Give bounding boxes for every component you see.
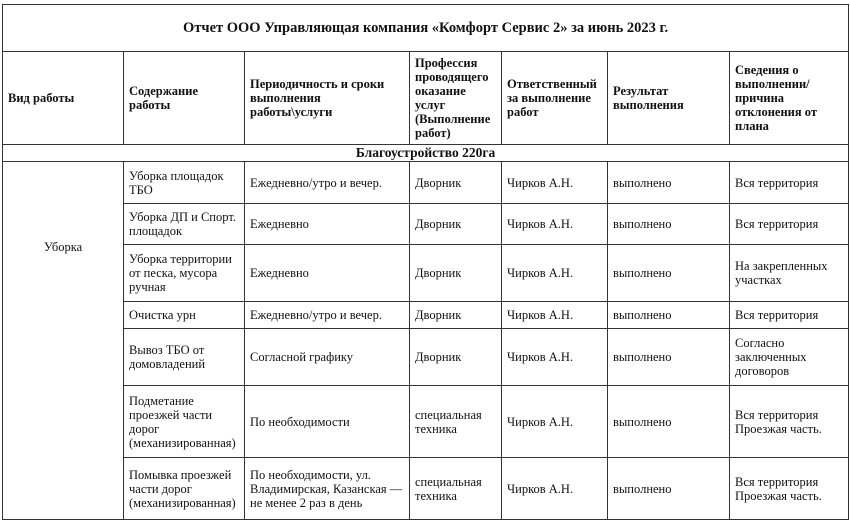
- cell-profession: Дворник: [410, 329, 502, 386]
- cell-info: Вся территория: [730, 204, 849, 245]
- header-responsible: Ответственный за выполнение работ: [502, 52, 608, 145]
- cell-info: На закрепленных участках: [730, 245, 849, 302]
- header-content: Содержание работы: [124, 52, 245, 145]
- cell-profession: Дворник: [410, 162, 502, 204]
- cell-content: Вывоз ТБО от домовладений: [124, 329, 245, 386]
- header-profession: Профессия проводящего оказание услуг (Выполнение работ): [410, 52, 502, 145]
- cell-result: выполнено: [608, 162, 730, 204]
- cell-content: Подметание проезжей части дорог (механизированная): [124, 386, 245, 458]
- report-table: [2, 4, 849, 520]
- cell-responsible: Чирков А.Н.: [502, 458, 608, 520]
- cell-content: Помывка проезжей части дорог (механизированная): [124, 458, 245, 520]
- cell-responsible: Чирков А.Н.: [502, 302, 608, 329]
- cell-period: Ежедневно/утро и вечер.: [245, 302, 410, 329]
- cell-info: Согласно заключенных договоров: [730, 329, 849, 386]
- cell-content: Уборка территории от песка, мусора ручная: [124, 245, 245, 302]
- cell-result: выполнено: [608, 329, 730, 386]
- table-row: [3, 386, 849, 458]
- cell-info: Вся территория Проезжая часть.: [730, 458, 849, 520]
- cell-profession: Дворник: [410, 204, 502, 245]
- table-row: [3, 329, 849, 386]
- table-row: [3, 204, 849, 245]
- cell-info: Вся территория Проезжая часть.: [730, 386, 849, 458]
- cell-period: Ежедневно/утро и вечер.: [245, 162, 410, 204]
- header-period: Периодичность и сроки выполнения работы\услуги: [245, 52, 410, 145]
- cell-result: выполнено: [608, 302, 730, 329]
- cell-info: Вся территория: [730, 302, 849, 329]
- cell-responsible: Чирков А.Н.: [502, 204, 608, 245]
- cell-responsible: Чирков А.Н.: [502, 162, 608, 204]
- header-work-type: Вид работы: [3, 52, 124, 145]
- cell-content: Очистка урн: [124, 302, 245, 329]
- cell-responsible: Чирков А.Н.: [502, 386, 608, 458]
- cell-result: выполнено: [608, 245, 730, 302]
- cell-period: По необходимости, ул. Владимирская, Казанская — не менее 2 раз в день: [245, 458, 410, 520]
- cell-period: Согласной графику: [245, 329, 410, 386]
- table-row: [3, 458, 849, 520]
- cell-content: Уборка ДП и Спорт. площадок: [124, 204, 245, 245]
- cell-responsible: Чирков А.Н.: [502, 329, 608, 386]
- cell-period: По необходимости: [245, 386, 410, 458]
- section-title: Благоустройство 220га: [3, 145, 849, 162]
- cell-period: Ежедневно: [245, 204, 410, 245]
- cell-result: выполнено: [608, 458, 730, 520]
- cell-result: выполнено: [608, 204, 730, 245]
- cell-content: Уборка площадок ТБО: [124, 162, 245, 204]
- cell-profession: специальная техника: [410, 386, 502, 458]
- cell-info: Вся территория: [730, 162, 849, 204]
- cell-responsible: Чирков А.Н.: [502, 245, 608, 302]
- cell-period: Ежедневно: [245, 245, 410, 302]
- report-container: [2, 4, 848, 520]
- table-row: [3, 302, 849, 329]
- header-result: Результат выполнения: [608, 52, 730, 145]
- report-title: Отчет ООО Управляющая компания «Комфорт Сервис 2» за июнь 2023 г.: [3, 5, 849, 52]
- cell-result: выполнено: [608, 386, 730, 458]
- cell-profession: специальная техника: [410, 458, 502, 520]
- table-row: [3, 162, 849, 204]
- table-row: [3, 245, 849, 302]
- work-type-cell: Уборка: [3, 162, 124, 520]
- cell-profession: Дворник: [410, 245, 502, 302]
- header-info: Сведения о выполнении/ причина отклонения от плана: [730, 52, 849, 145]
- cell-profession: Дворник: [410, 302, 502, 329]
